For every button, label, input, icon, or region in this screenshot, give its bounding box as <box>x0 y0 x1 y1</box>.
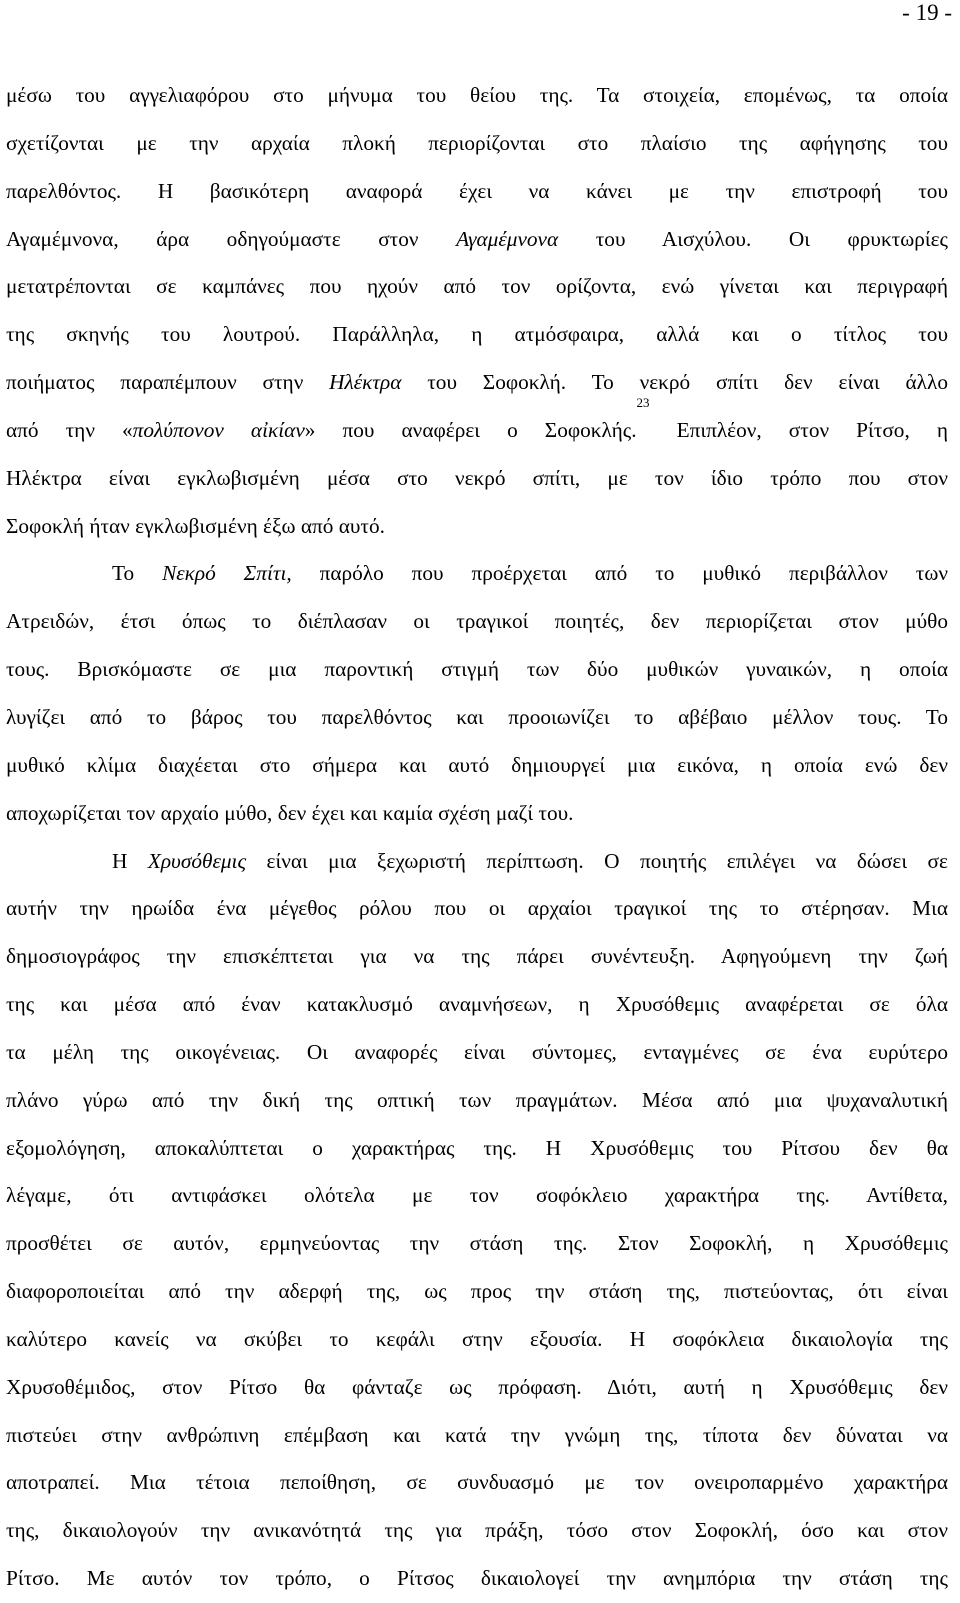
text-line: τους. Βρισκόμαστε σε μια παροντική στιγμή των δύο μυθικών γυναικών, η οποία <box>6 646 948 694</box>
text-line: πιστεύει στην ανθρώπινη επέμβαση και κατά την γνώμη της, τίποτα δεν δύναται να <box>6 1412 948 1460</box>
text-line: τα μέλη της οικογένειας. Οι αναφορές είναι σύντομες, ενταγμένες σε ένα ευρύτερο <box>6 1029 948 1077</box>
text-line: μυθικό κλίμα διαχέεται στο σήμερα και αυτό δημιουργεί μια εικόνα, η οποία ενώ δεν <box>6 742 948 790</box>
text-line: εξομολόγηση, αποκαλύπτεται ο χαρακτήρας της. Η Χρυσόθεμις του Ρίτσου δεν θα <box>6 1125 948 1173</box>
text-line: της και μέσα από έναν κατακλυσμό αναμνήσεων, η Χρυσόθεμις αναφέρεται σε όλα <box>6 981 948 1029</box>
italic-title: Αγαμέμνονα <box>456 227 558 251</box>
italic-title: Χρυσόθεμις <box>148 849 246 873</box>
italic-title: Ηλέκτρα <box>329 370 401 394</box>
page-number: - 19 - <box>902 0 952 26</box>
text-line: ποιήματος παραπέμπουν στην Ηλέκτρα του Σοφοκλή. Το νεκρό σπίτι δεν είναι άλλο <box>6 359 948 407</box>
italic-quote: πολύπονον αἰκίαν <box>133 418 305 442</box>
text-line: Χρυσοθέμιδος, στον Ρίτσο θα φάνταζε ως πρόφαση. Διότι, αυτή η Χρυσόθεμις δεν <box>6 1364 948 1412</box>
text-line: διαφοροποιείται από την αδερφή της, ως προς την στάση της, πιστεύοντας, ότι είναι <box>6 1268 948 1316</box>
text-line: προσθέτει σε αυτόν, ερμηνεύοντας την στάση της. Στον Σοφοκλή, η Χρυσόθεμις <box>6 1220 948 1268</box>
text-line: δημοσιογράφος την επισκέπτεται για να της πάρει συνέντευξη. Αφηγούμενη την ζωή <box>6 933 948 981</box>
paragraph-1 <box>6 72 948 550</box>
text-line: Το Νεκρό Σπίτι, παρόλο που προέρχεται από το μυθικό περιβάλλον των <box>6 550 948 598</box>
text-line: μετατρέπονται σε καμπάνες που ηχούν από τον ορίζοντα, ενώ γίνεται και περιγραφή <box>6 263 948 311</box>
text-line: Ηλέκτρα είναι εγκλωβισμένη μέσα στο νεκρό σπίτι, με τον ίδιο τρόπο που στον <box>6 455 948 503</box>
text-line: πλάνο γύρω από την δική της οπτική των πραγμάτων. Μέσα από μια ψυχαναλυτική <box>6 1077 948 1125</box>
text-line: αυτήν την ηρωίδα ένα μέγεθος ρόλου που οι αρχαίοι τραγικοί της το στέρησαν. Μια <box>6 885 948 933</box>
italic-title: Νεκρό Σπίτι, <box>162 561 292 585</box>
text-line: λέγαμε, ότι αντιφάσκει ολότελα με τον σοφόκλειο χαρακτήρα της. Αντίθετα, <box>6 1172 948 1220</box>
text-line: Αγαμέμνονα, άρα οδηγούμαστε στον Αγαμέμνονα του Αισχύλου. Οι φρυκτωρίες <box>6 216 948 264</box>
text-line: μέσω του αγγελιαφόρου στο μήνυμα του θείου της. Τα στοιχεία, επομένως, τα οποία <box>6 72 948 120</box>
text-line: αποχωρίζεται τον αρχαίο μύθο, δεν έχει και καμία σχέση μαζί του. <box>6 790 948 838</box>
text-line: αποτραπεί. Μια τέτοια πεποίθηση, σε συνδυασμό με τον ονειροπαρμένο χαρακτήρα <box>6 1459 948 1507</box>
text-line: καλύτερο κανείς να σκύβει το κεφάλι στην εξουσία. Η σοφόκλεια δικαιολογία της <box>6 1316 948 1364</box>
footnote-marker[interactable]: 23 <box>637 395 650 410</box>
text-line: Η Χρυσόθεμις είναι μια ξεχωριστή περίπτωση. Ο ποιητής επιλέγει να δώσει σε <box>6 838 948 886</box>
text-line: της σκηνής του λουτρού. Παράλληλα, η ατμόσφαιρα, αλλά και ο τίτλος του <box>6 311 948 359</box>
text-line: Ρίτσο. Με αυτόν τον τρόπο, ο Ρίτσος δικαιολογεί την ανημπόρια την στάση της <box>6 1555 948 1603</box>
text-line: σχετίζονται με την αρχαία πλοκή περιορίζονται στο πλαίσιο της αφήγησης του <box>6 120 948 168</box>
text-line: από την «πολύπονον αἰκίαν» που αναφέρει ο Σοφοκλής.$^{23}$ Επιπλέον, στον Ρίτσο, η <box>6 407 948 455</box>
text-line: παρελθόντος. Η βασικότερη αναφορά έχει να κάνει με την επιστροφή του <box>6 168 948 216</box>
text-line: Ατρειδών, έτσι όπως το διέπλασαν οι τραγικοί ποιητές, δεν περιορίζεται στον μύθο <box>6 598 948 646</box>
paragraph-3 <box>6 838 948 1603</box>
text-line: Σοφοκλή ήταν εγκλωβισμένη έξω από αυτό. <box>6 503 948 551</box>
document-body <box>6 72 948 1603</box>
paragraph-2 <box>6 550 948 837</box>
text-line: λυγίζει από το βάρος του παρελθόντος και προοιωνίζει το αβέβαιο μέλλον τους. Το <box>6 694 948 742</box>
text-line: της, δικαιολογούν την ανικανότητά της για πράξη, τόσο στον Σοφοκλή, όσο και στον <box>6 1507 948 1555</box>
